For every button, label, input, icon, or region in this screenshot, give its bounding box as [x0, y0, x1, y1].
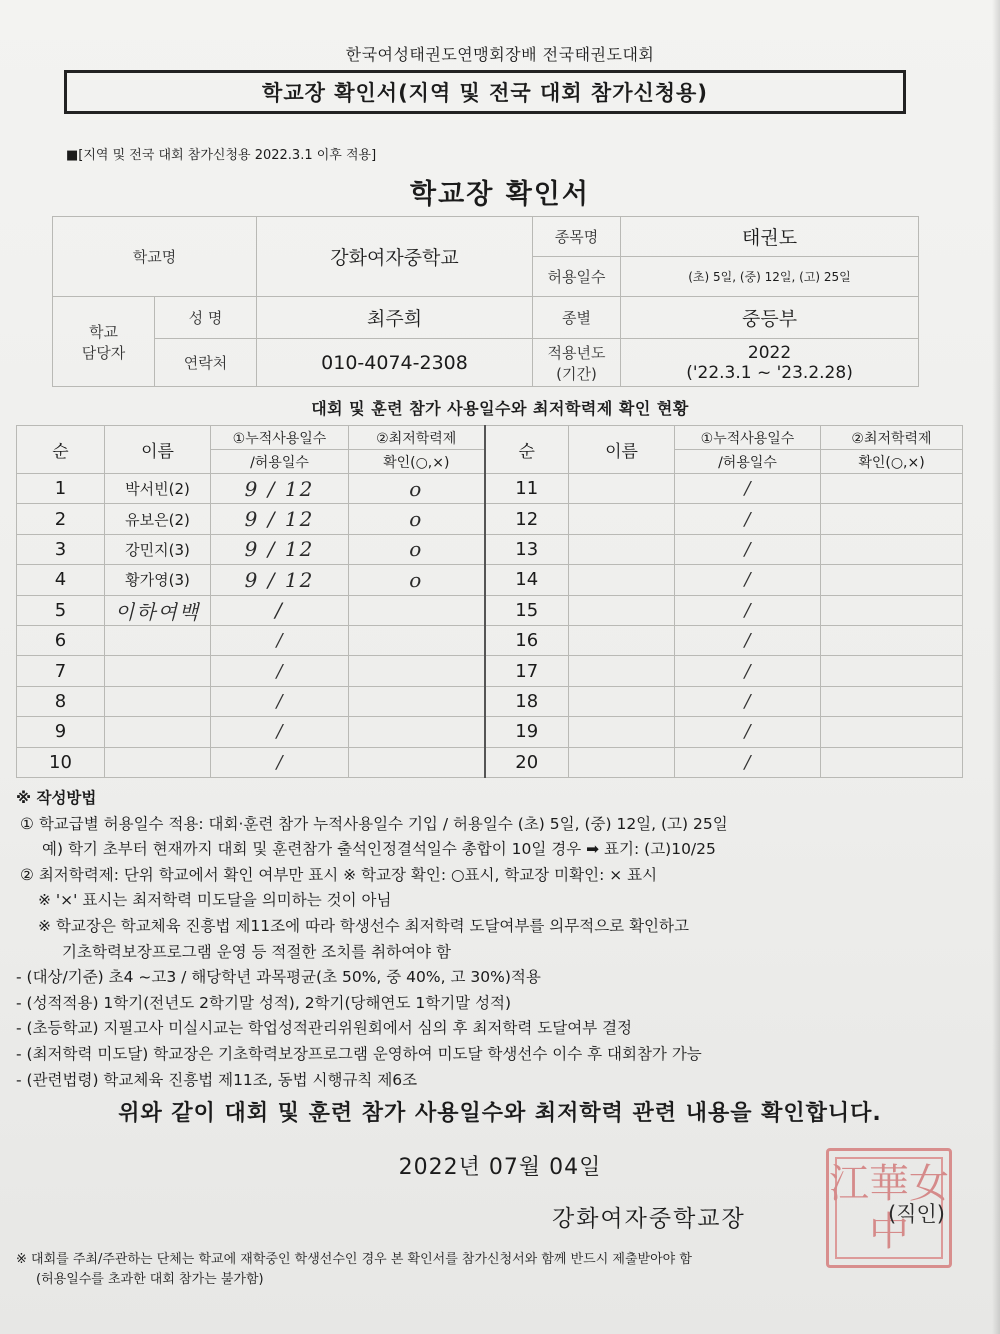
- footer-line: ※ 대회를 주최/주관하는 단체는 학교에 재학중인 학생선수인 경우 본 확인서를 참가신청서와 함께 반드시 제출받아야 함: [16, 1252, 692, 1267]
- min-academic-check: o: [349, 474, 485, 504]
- student-name: [569, 504, 675, 534]
- year-label: [533, 339, 621, 387]
- min-academic-check: [821, 625, 963, 655]
- organization-title: 한국여성태권도연맹회장배 전국태권도대회: [345, 45, 655, 64]
- min-academic-check: o: [349, 504, 485, 534]
- used-days: /: [211, 656, 349, 686]
- row-number: 14: [485, 565, 569, 595]
- manager-label-line1: 학교: [89, 322, 118, 341]
- instruction-line: - (대상/기준) 초4 ~고3 / 해당학년 과목평균(초 50%, 중 40%, 고 30%)적용: [16, 968, 541, 987]
- instruction-line: ② 최저학력제: 단위 학교에서 확인 여부만 표시 ※ 학교장 확인: ○표시, 학교장 미확인: × 표시: [20, 865, 658, 884]
- allowed-days-value: (초) 5일, (중) 12일, (고) 25일: [621, 257, 919, 297]
- header-used-right: ①누적사용일수: [675, 426, 821, 450]
- instruction-line: ① 학교급별 허용일수 적용: 대회·훈련 참가 누적사용일수 기입 / 허용일수 (초) 5일, (중) 12일, (고) 25일: [20, 814, 728, 833]
- table-row: [17, 595, 963, 625]
- student-name: [105, 625, 211, 655]
- student-name: [569, 595, 675, 625]
- student-name: [569, 625, 675, 655]
- student-name: 강민지(3): [105, 534, 211, 564]
- instruction-line: ※ 학교장은 학교체육 진흥법 제11조에 따라 학생선수 최저학력 도달여부를 의무적으로 확인하고: [38, 916, 689, 935]
- section-title: 대회 및 훈련 참가 사용일수와 최저학력제 확인 현황: [311, 399, 689, 418]
- footer-notes: [16, 1250, 980, 1290]
- main-title: 학교장 확인서: [410, 179, 590, 210]
- principal-signature: 강화여자중학교장: [552, 1206, 746, 1232]
- category-label: 종별: [533, 297, 621, 339]
- student-name: [569, 686, 675, 716]
- min-academic-check: [821, 534, 963, 564]
- min-academic-check: [821, 504, 963, 534]
- min-academic-check: o: [349, 534, 485, 564]
- table-row: [17, 534, 963, 564]
- used-days: /: [675, 504, 821, 534]
- student-name: [569, 474, 675, 504]
- table-row: [17, 656, 963, 686]
- row-number: 7: [17, 656, 105, 686]
- school-info-table: [52, 216, 919, 387]
- row-number: 11: [485, 474, 569, 504]
- min-academic-check: [821, 565, 963, 595]
- used-days: /: [211, 625, 349, 655]
- contact-value: 010-4074-2308: [257, 339, 533, 387]
- instruction-line: - (초등학교) 지필고사 미실시교는 학업성적관리위원회에서 심의 후 최저학력 도달여부 결정: [16, 1019, 633, 1038]
- sport-value: 태권도: [621, 217, 919, 257]
- student-name: [569, 565, 675, 595]
- row-number: 4: [17, 565, 105, 595]
- student-name: 황가영(3): [105, 565, 211, 595]
- used-days: /: [675, 534, 821, 564]
- year-value-period: ('22.3.1 ~ '23.2.28): [686, 362, 853, 383]
- row-number: 6: [17, 625, 105, 655]
- min-academic-check: o: [349, 565, 485, 595]
- min-academic-check: [821, 717, 963, 747]
- used-days: /: [211, 717, 349, 747]
- year-value-year: 2022: [747, 342, 792, 363]
- min-academic-check: [349, 625, 485, 655]
- footer-line: (허용일수를 초과한 대회 참가는 불가함): [36, 1272, 264, 1287]
- row-number: 19: [485, 717, 569, 747]
- min-academic-check: [349, 595, 485, 625]
- table-row: [17, 625, 963, 655]
- used-days: 9 / 12: [211, 504, 349, 534]
- used-days: /: [675, 474, 821, 504]
- application-note: ■[지역 및 전국 대회 참가신청용 2022.3.1 이후 적용]: [66, 148, 377, 163]
- school-label: 학교명: [53, 217, 257, 297]
- used-days: /: [675, 595, 821, 625]
- min-academic-check: [349, 656, 485, 686]
- min-academic-check: [349, 717, 485, 747]
- document-date: 2022년 07월 04일: [398, 1155, 602, 1180]
- instruction-line: ※ '×' 표시는 최저학력 미도달을 의미하는 것이 아님: [38, 891, 392, 910]
- seal-char: 中: [869, 1209, 909, 1255]
- row-number: 5: [17, 595, 105, 625]
- min-academic-check: [349, 686, 485, 716]
- student-name: [569, 717, 675, 747]
- header-no-left: 순: [17, 426, 105, 474]
- row-number: 13: [485, 534, 569, 564]
- table-row: [17, 474, 963, 504]
- instruction-line: - (최저학력 미도달) 학교장은 기초학력보장프로그램 운영하여 미도달 학생선수 이수 후 대회참가 가능: [16, 1044, 702, 1063]
- usage-table: [16, 425, 963, 778]
- used-days: /: [211, 686, 349, 716]
- category-value: 중등부: [621, 297, 919, 339]
- seal-char: 華: [869, 1161, 909, 1207]
- row-number: 12: [485, 504, 569, 534]
- used-days: 9 / 12: [211, 534, 349, 564]
- min-academic-check: [821, 474, 963, 504]
- row-number: 15: [485, 595, 569, 625]
- used-days: /: [211, 595, 349, 625]
- header-check-left-sub: 확인(○,×): [349, 450, 485, 474]
- used-days: 9 / 12: [211, 565, 349, 595]
- row-number: 17: [485, 656, 569, 686]
- sport-label: 종목명: [533, 217, 621, 257]
- used-days: /: [211, 747, 349, 777]
- seal-label: (직인): [888, 1202, 945, 1226]
- row-number: 16: [485, 625, 569, 655]
- min-academic-check: [821, 595, 963, 625]
- student-name: 이하여백: [105, 595, 211, 625]
- row-number: 2: [17, 504, 105, 534]
- row-number: 3: [17, 534, 105, 564]
- instruction-line: 기초학력보장프로그램 운영 등 적절한 조치를 취하여야 함: [62, 942, 451, 961]
- row-number: 20: [485, 747, 569, 777]
- min-academic-check: [821, 686, 963, 716]
- table-row: [17, 747, 963, 777]
- used-days: /: [675, 717, 821, 747]
- header-used-right-sub: /허용일수: [675, 450, 821, 474]
- instruction-line: - (성적적용) 1학기(전년도 2학기말 성적), 2학기(당해연도 1학기말 성적): [16, 993, 512, 1012]
- header-name-right: 이름: [569, 426, 675, 474]
- school-name: 강화여자중학교: [257, 217, 533, 297]
- header-name-left: 이름: [105, 426, 211, 474]
- header-no-right: 순: [485, 426, 569, 474]
- student-name: [105, 747, 211, 777]
- manager-label-line2: 담당자: [81, 343, 126, 362]
- contact-label: 연락처: [155, 339, 257, 387]
- table-row: [17, 504, 963, 534]
- used-days: /: [675, 686, 821, 716]
- header-used-left: ①누적사용일수: [211, 426, 349, 450]
- year-label-line2: (기간): [556, 364, 597, 383]
- document-box-title: 학교장 확인서(지역 및 전국 대회 참가신청용): [64, 70, 906, 114]
- row-number: 9: [17, 717, 105, 747]
- year-value: [621, 339, 919, 387]
- header-used-left-sub: /허용일수: [211, 450, 349, 474]
- student-name: 박서빈(2): [105, 474, 211, 504]
- row-number: 10: [17, 747, 105, 777]
- student-name: [569, 656, 675, 686]
- row-number: 18: [485, 686, 569, 716]
- header-check-left: ②최저학력제: [349, 426, 485, 450]
- header-check-right-sub: 확인(○,×): [821, 450, 963, 474]
- table-row: [17, 565, 963, 595]
- instruction-line: 예) 학기 초부터 현재까지 대회 및 훈련참가 출석인정결석일수 총합이 10일 경우 ➡ 표기: (고)10/25: [42, 840, 716, 859]
- allowed-days-label: 허용일수: [533, 257, 621, 297]
- seal-char: 女: [909, 1161, 949, 1207]
- min-academic-check: [349, 747, 485, 777]
- used-days: /: [675, 565, 821, 595]
- student-name: [105, 656, 211, 686]
- table-row: [17, 717, 963, 747]
- instruction-line: - (관련법령) 학교체육 진흥법 제11조, 동법 시행규칙 제6조: [16, 1070, 418, 1089]
- seal-char: 江: [829, 1161, 869, 1207]
- used-days: /: [675, 625, 821, 655]
- used-days: /: [675, 747, 821, 777]
- used-days: 9 / 12: [211, 474, 349, 504]
- header-check-right: ②최저학력제: [821, 426, 963, 450]
- student-name: [569, 534, 675, 564]
- student-name: [105, 686, 211, 716]
- name-label: 성 명: [155, 297, 257, 339]
- instructions: [16, 786, 976, 1093]
- instructions-title: ※ 작성방법: [16, 789, 97, 807]
- year-label-line1: 적용년도: [547, 343, 606, 362]
- used-days: /: [675, 656, 821, 686]
- min-academic-check: [821, 747, 963, 777]
- confirmation-statement: 위와 같이 대회 및 훈련 참가 사용일수와 최저학력 관련 내용을 확인합니다.: [118, 1101, 882, 1126]
- manager-label: [53, 297, 155, 387]
- row-number: 8: [17, 686, 105, 716]
- student-name: [569, 747, 675, 777]
- student-name: [105, 717, 211, 747]
- row-number: 1: [17, 474, 105, 504]
- table-row: [17, 686, 963, 716]
- min-academic-check: [821, 656, 963, 686]
- student-name: 유보은(2): [105, 504, 211, 534]
- manager-name: 최주희: [257, 297, 533, 339]
